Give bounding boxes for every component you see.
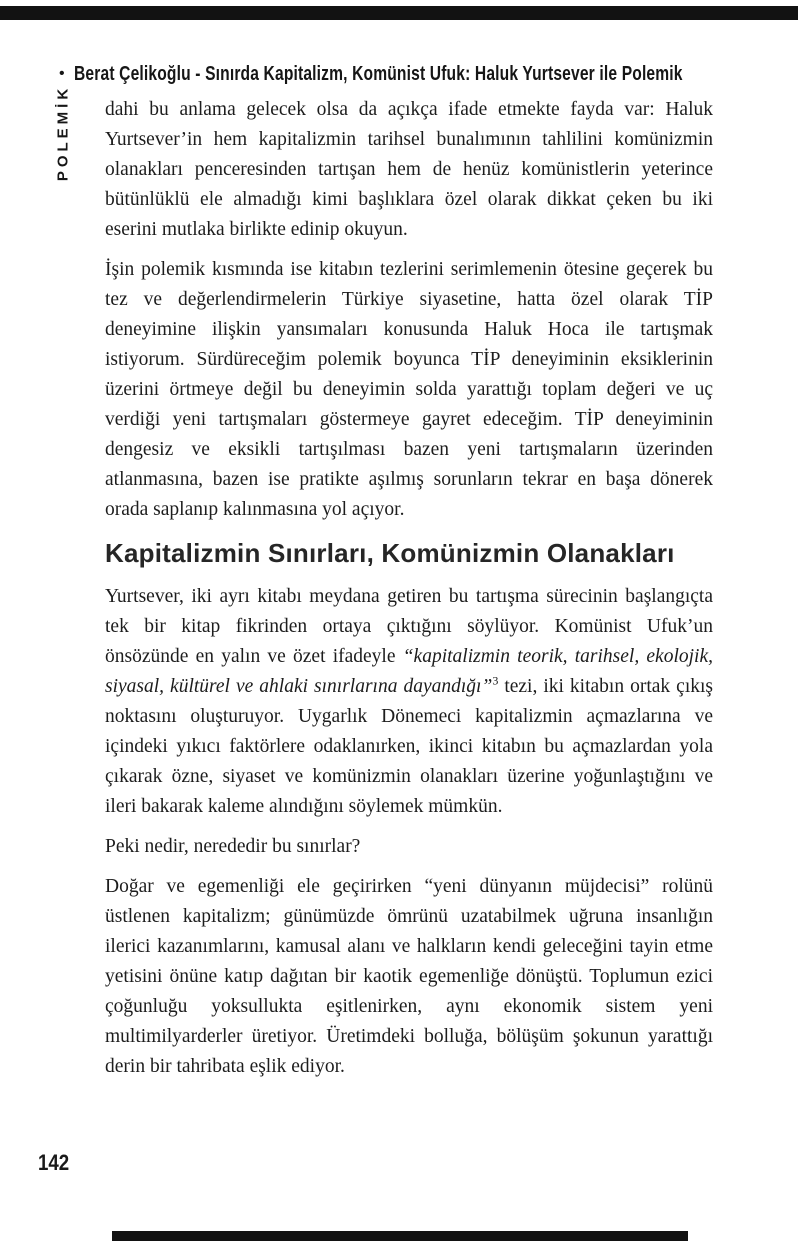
section-paragraphs bbox=[105, 582, 713, 1082]
text-segment: 3 bbox=[492, 673, 499, 688]
text-segment: Yurtsever, iki ayrı kitabı meydana getiren bu tartışma sürecinin başlangıçta tek bir kitap fikrinden ortaya çıktığını söylüyor. Komünist Ufuk’un önsözünde en yalın ve özet ifadeyle bbox=[105, 586, 713, 667]
text-segment: İşin polemik kısmında ise kitabın tezlerini serimlemenin ötesine geçerek bu tez ve değerlendirmelerin Türkiye siyasetine, hatta özel olarak TİP deneyimine ilişkin yansımaları konusunda Haluk Hoca ile tartışmak istiyorum. Sürdüreceğim polemik boyunca TİP deneyiminin eksiklerinin üzerini örtmeye değil bu deneyimin solda yarattığı toplam değeri ve uç verdiği yeni tartışmaları göstermeye gayret edeceğim. TİP deneyiminin dengesiz ve eksikli tartışılması bazen yeni tartışmaların üzerinden atlanmasına, bazen ise pratikte aşılmış sorunların tekrar en başa dönerek orada saplanıp kalınmasına yol açıyor. bbox=[105, 259, 713, 520]
paragraph bbox=[105, 872, 713, 1082]
top-print-bar bbox=[0, 6, 798, 20]
book-title: Sınırda Kapitalizm, Komünist Ufuk: Haluk Yurtsever ile Polemik bbox=[204, 63, 683, 85]
article-body bbox=[105, 95, 713, 1092]
text-segment: Doğar ve egemenliği ele geçirirken “yeni dünyanın müjdecisi” rolünü üstlenen kapitalizm; günümüzde ömrünü uzatabilmek uğruna insanlığın ilerici kazanımlarını, kamusal alanı ve halkların kendi geleceğini tayin etme yetisini önüne katıp dağıtan bir kaotik egemenliğe dönüştü. Toplumun ezici çoğunluğu yoksullukta eşitlenirken, aynı ekonomik sistem yeni multimilyarderler üretiyor. Üretimdeki bolluğa, bölüşüm şokunun yarattığı derin bir tahribata eşlik ediyor. bbox=[105, 876, 713, 1077]
paragraph bbox=[105, 95, 713, 245]
text-segment: tezi, iki kitabın ortak çıkış noktasını oluşturuyor. Uygarlık Dönemeci kapitalizmin açmazlarına ve içindeki yıkıcı faktörlere odaklanırken, ikinci kitabın bu açmazlardan yola çıkarak özne, siyaset ve komünizmin olanakları üzerine yoğunlaştığını ve ileri bakarak kaleme alındığını söylemek mümkün. bbox=[105, 676, 713, 817]
running-header-text bbox=[74, 63, 683, 85]
paragraph bbox=[105, 582, 713, 822]
text-segment: Peki nedir, nerededir bu sınırlar? bbox=[105, 836, 361, 857]
paragraph bbox=[105, 255, 713, 525]
intro-paragraphs bbox=[105, 95, 713, 525]
text-segment: dahi bu anlama gelecek olsa da açıkça ifade etmekte fayda var: Haluk Yurtsever’in hem kapitalizmin tarihsel bunalımının tahlilini komünizmin olanakları penceresinden tartışan hem de henüz komünistlerin yeterince bütünlüklü ele almadığı kimi başlıklara özel olarak dikkat çeken bu iki eserini mutlaka birlikte edinip okuyun. bbox=[105, 99, 713, 240]
text-segment: “kapitalizmin teorik, tarihsel, ekolojik, siyasal, kültürel ve ahlaki sınırlarına dayandığı” bbox=[105, 646, 713, 697]
page-number: 142 bbox=[38, 1150, 70, 1175]
running-header bbox=[59, 63, 798, 85]
paragraph bbox=[105, 832, 713, 862]
author-name: Berat Çelikoğlu - bbox=[73, 63, 205, 85]
section-heading: Kapitalizmin Sınırları, Komünizmin Olanakları bbox=[105, 538, 675, 568]
bottom-print-bar bbox=[112, 1231, 688, 1241]
bullet-icon: • bbox=[59, 65, 65, 82]
section-label-vertical: POLEMİK bbox=[54, 84, 72, 182]
